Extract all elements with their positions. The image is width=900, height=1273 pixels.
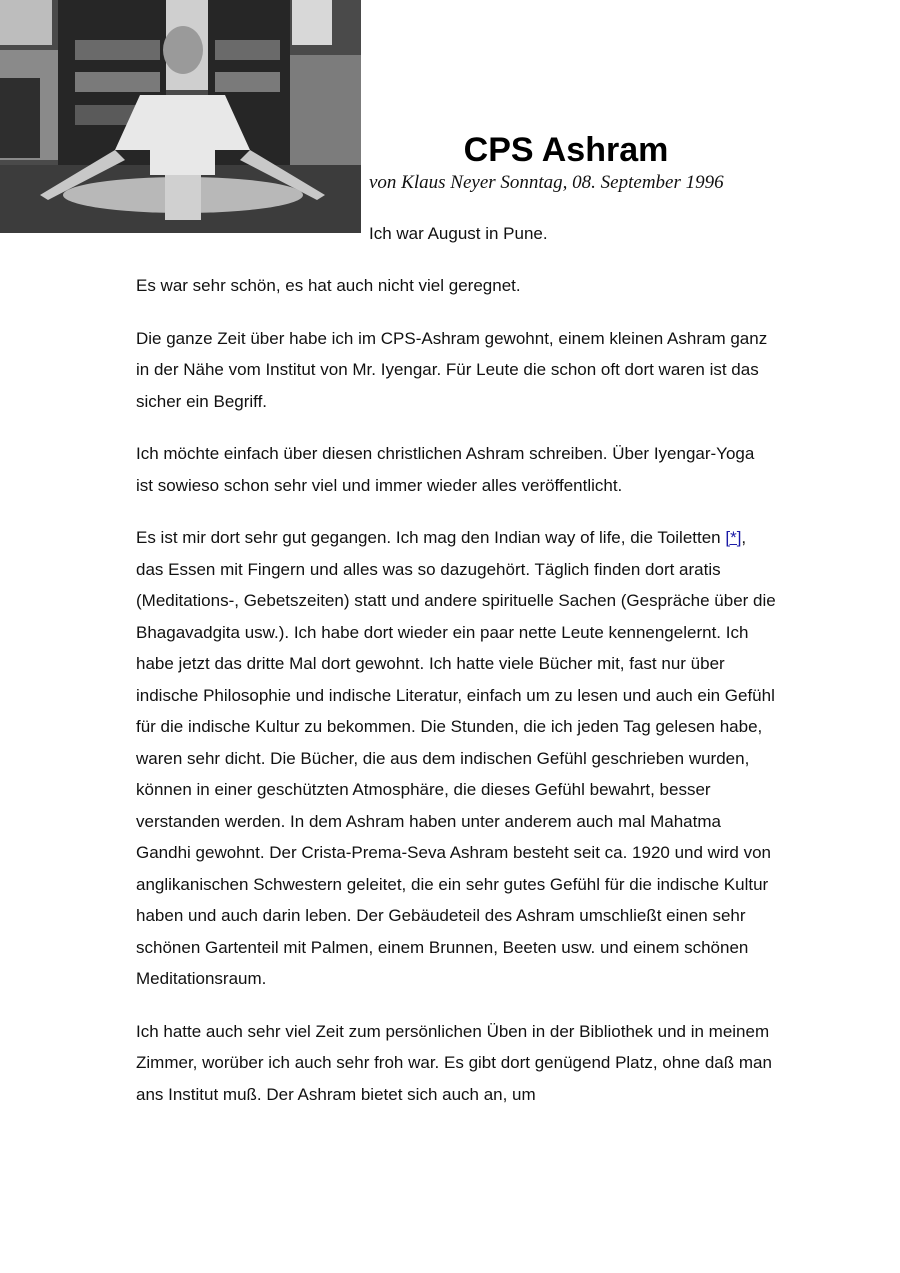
paragraph: Ich hatte auch sehr viel Zeit zum persönlichen Üben in der Bibliothek und in meinem Zimmer, worüber ich auch sehr froh war. Es gibt dort genügend Platz, ohne daß man ans Institut muß. Der Ashram bietet sich auch an, um [136,1021,772,1104]
footnote-link[interactable]: [*] [725,528,742,547]
paragraph: Es war sehr schön, es hat auch nicht viel geregnet. [136,276,521,295]
author-photo [0,0,361,233]
paragraph: Die ganze Zeit über habe ich im CPS-Ashram gewohnt, einem kleinen Ashram ganz in der Nähe vom Institut von Mr. Iyengar. Für Leute die schon oft dort waren ist das sicher ein Begriff. [136,328,768,411]
paragraph [136,522,776,995]
intro-line: Ich war August in Pune. [369,224,548,243]
byline: von Klaus Neyer Sonntag, 08. September 1996 [369,172,724,193]
yoga-photo-illustration [0,0,361,233]
page-title: CPS Ashram [463,130,669,169]
article-body [136,270,776,1131]
paragraph-text: Es ist mir dort sehr gut gegangen. Ich mag den Indian way of life, die Toiletten [136,528,726,547]
paragraph: Ich möchte einfach über diesen christlichen Ashram schreiben. Über Iyengar-Yoga ist sowieso schon sehr viel und immer wieder alles veröffentlicht. [136,444,755,495]
paragraph-text: , das Essen mit Fingern und alles was so dazugehört. Täglich finden dort aratis (Meditations-, Gebetszeiten) statt und andere spirituelle Sachen (Gespräche über die Bhagavadgita usw.). Ich habe dort wieder ein paar nette Leute kennengelernt. Ich habe jetzt das dritte Mal dort gewohnt. Ich hatte viele Bücher mit, fast nur über indische Philosophie und indische Literatur, einfach um zu lesen und auch ein Gefühl für die indische Kultur zu bekommen. Die Stunden, die ich jeden Tag gelesen habe, waren sehr dicht. Die Bücher, die aus dem indischen Gefühl geschrieben wurden, können in einer geschützten Atmosphäre, die dieses Gefühl bewahrt, besser verstanden werden. In dem Ashram haben unter anderem auch mal Mahatma Gandhi gewohnt. Der Crista-Prema-Seva Ashram besteht seit ca. 1920 und wird von anglikanischen Schwestern geleitet, die ein sehr gutes Gefühl für die indische Kultur haben und auch darin leben. Der Gebäudeteil des Ashram umschließt einen sehr schönen Gartenteil mit Palmen, einem Brunnen, Beeten usw. und einem schönen Meditationsraum. [136,528,776,988]
